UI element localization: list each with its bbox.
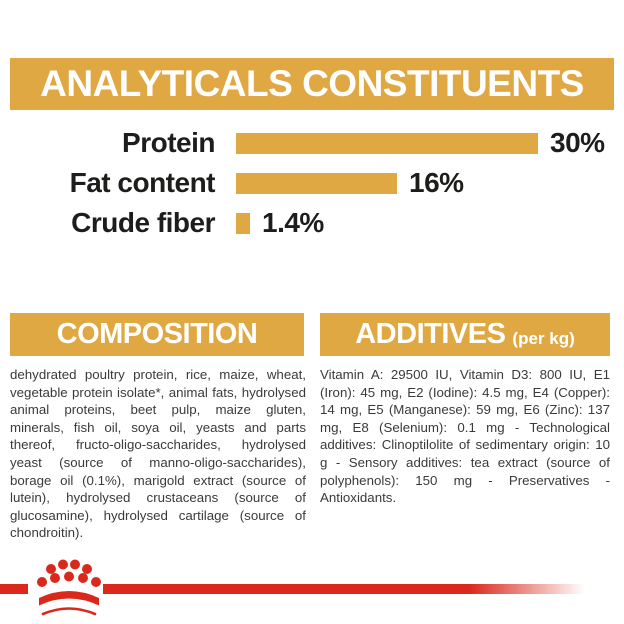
chart-category-label: Crude fiber — [71, 207, 215, 238]
additives-title: ADDITIVES — [355, 318, 506, 350]
chart-category-label: Fat content — [69, 167, 215, 198]
red-stripe-fading — [103, 584, 585, 594]
additives-text: Vitamin A: 29500 IU, Vitamin D3: 800 IU, E1 (Iron): 45 mg, E2 (Iodine): 4.5 mg, E4 (Copper): 14 mg, E5 (Manganese): 59 mg, E6 (Zinc): 137 mg, E8 (Selenium): 0.1 mg - Technological additives: Clinoptilolite of sedimentary origin: 10 g - Sensory additives: tea extract (source of polyphenols): 150 mg - Preservatives - Antioxidants. — [320, 367, 610, 506]
chart-bar — [236, 133, 538, 154]
chart-value-label: 16% — [409, 167, 464, 198]
chart-row — [0, 163, 624, 203]
crown-band — [39, 591, 99, 606]
composition-text: dehydrated poultry protein, rice, maize, wheat, vegetable protein isolate*, animal fats, hydrolysed animal proteins, beet pulp, maize gluten, minerals, fish oil, soya oil, yeasts and parts thereof, fructo-oligo-saccharides, hydrolysed yeast (source of manno-oligo-saccharides), borage oil (0.1%), marigold extract (source of lutein), hydrolysed crustaceans (source of glucosamine), hydrolysed cartilage (source of chondroitin). — [10, 367, 306, 541]
analytical-bar-chart — [0, 123, 624, 243]
chart-bar — [236, 173, 397, 194]
chart-value-label: 1.4% — [262, 207, 324, 238]
crown-underline — [43, 609, 95, 615]
chart-row — [0, 203, 624, 243]
red-stripe-left-segment — [0, 584, 28, 594]
royal-canin-crown-logo — [36, 558, 102, 618]
chart-value-label: 30% — [550, 127, 605, 158]
additives-title-suffix: (per kg) — [512, 328, 575, 348]
analytical-constituents-banner — [10, 58, 614, 110]
additives-banner — [320, 313, 610, 356]
analytical-constituents-title: ANALYTICALS CONSTITUENTS — [40, 63, 584, 104]
chart-category-label: Protein — [122, 127, 215, 158]
composition-banner — [10, 313, 304, 356]
crown-dots — [37, 560, 101, 588]
chart-bar — [236, 213, 250, 234]
chart-row — [0, 123, 624, 163]
composition-title: COMPOSITION — [56, 318, 258, 350]
